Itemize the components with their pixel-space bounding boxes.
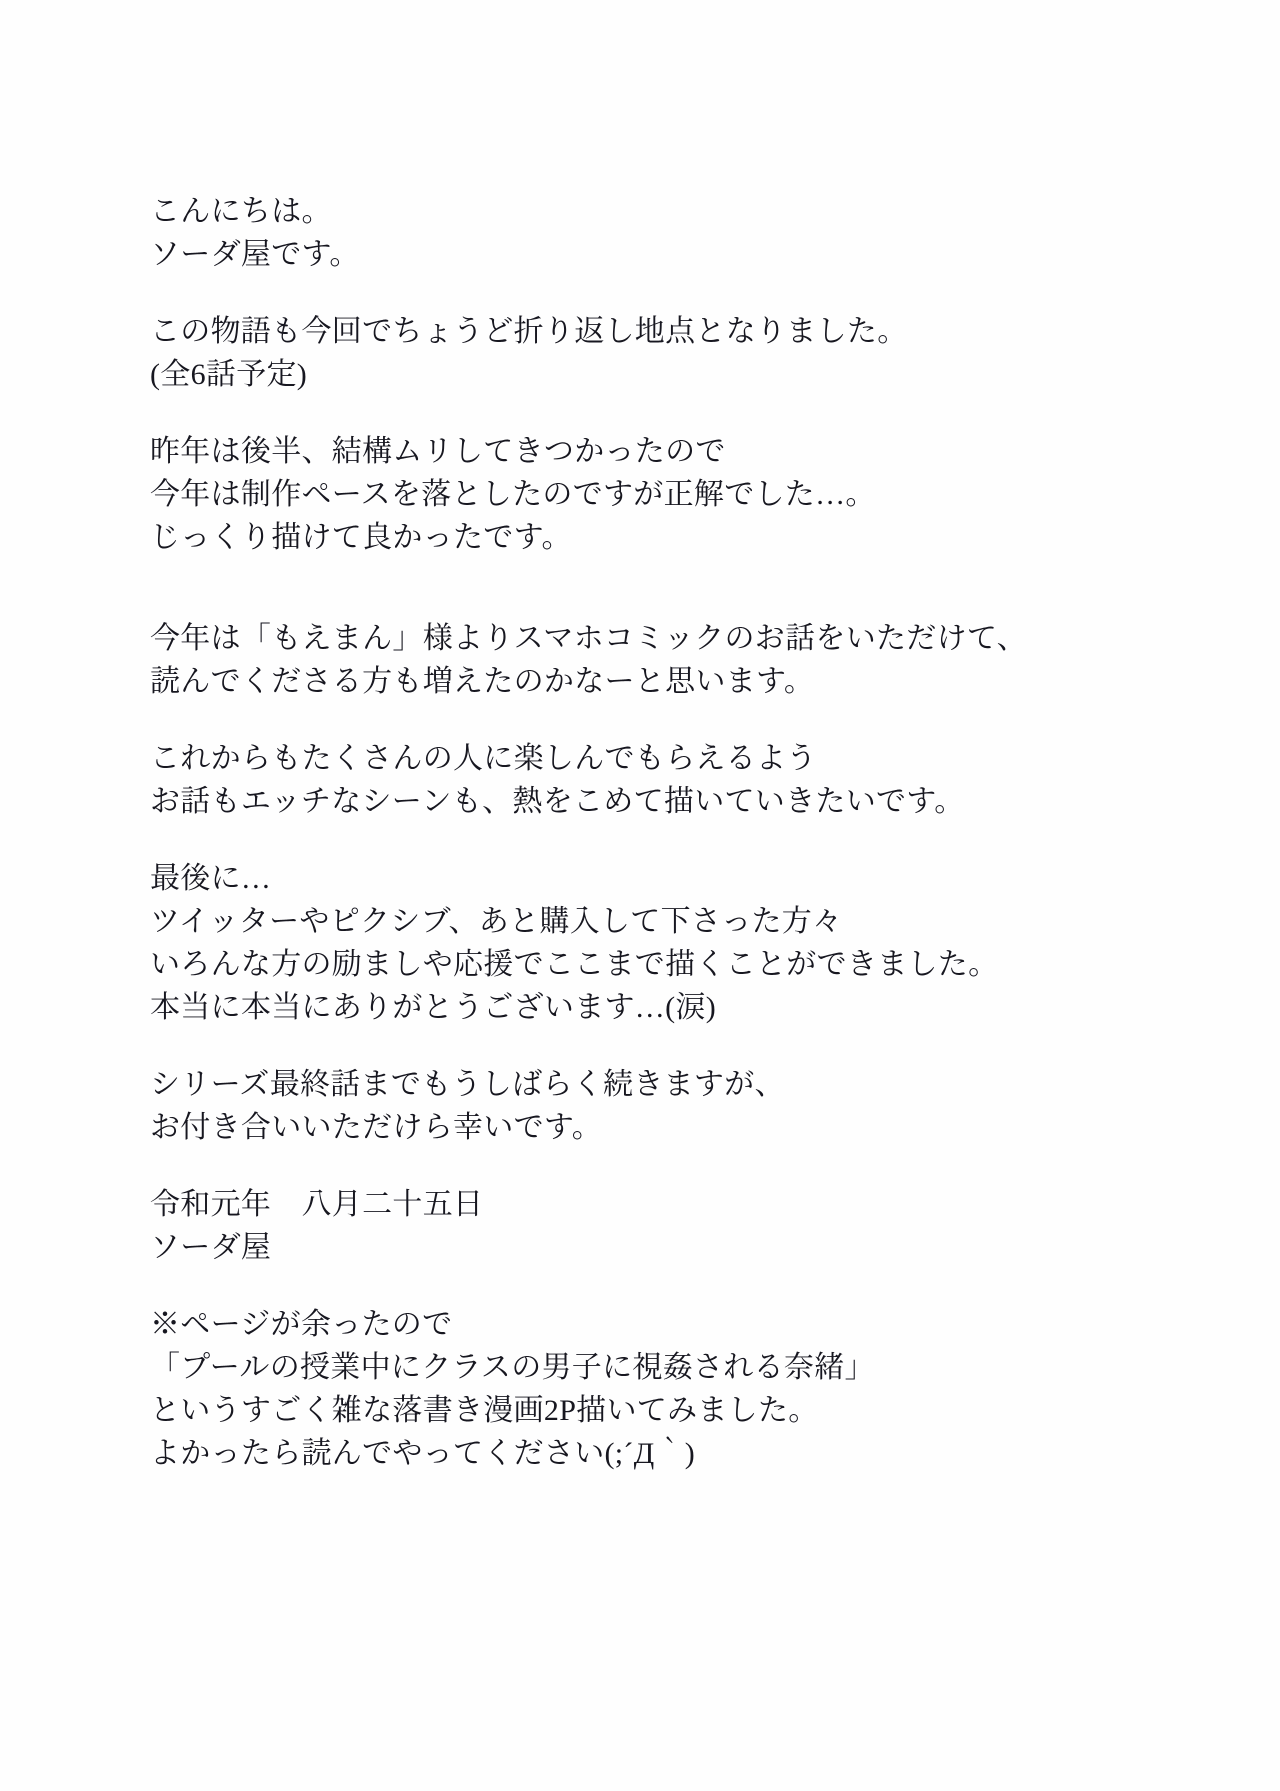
text-line: じっくり描けて良かったです。: [150, 521, 572, 554]
paragraph-future-note: [150, 737, 1150, 823]
text-line: お話もエッチなシーンも、熱をこめて描いていきたいです。: [150, 785, 965, 818]
paragraph-pace-note: [150, 430, 1150, 559]
text-line: シリーズ最終話までもうしばらく続きますが、: [150, 1068, 785, 1101]
paragraph-halfway-note: [150, 310, 1150, 396]
text-line: いろんな方の励ましや応援でここまで描くことができました。: [150, 948, 999, 981]
paragraph-signature: [150, 1183, 1150, 1269]
text-line: 今年は制作ペースを落としたのですが正解でした…。: [150, 478, 876, 511]
text-line: こんにちは。: [150, 195, 332, 228]
signature-author: ソーダ屋: [150, 1231, 272, 1264]
text-line: 昨年は後半、結構ムリしてきつかったので: [150, 435, 726, 468]
paragraph-moeman-note: [150, 617, 1150, 703]
text-line: 「プールの授業中にクラスの男子に視姦される奈緒」: [150, 1351, 875, 1384]
paragraph-series-note: [150, 1063, 1150, 1149]
afterword-text-block: [150, 190, 1150, 1475]
paragraph-extra-note: [150, 1303, 1150, 1475]
text-line: ※ページが余ったので: [150, 1308, 453, 1341]
text-line: 本当に本当にありがとうございます…(涙): [150, 991, 716, 1024]
text-line: 読んでくださる方も増えたのかなーと思います。: [150, 665, 815, 698]
signature-date: 令和元年 八月二十五日: [150, 1188, 484, 1221]
text-line: ソーダ屋です。: [150, 238, 360, 271]
paragraph-thanks-note: [150, 857, 1150, 1029]
text-line: (全6話予定): [150, 358, 308, 391]
text-line: これからもたくさんの人に楽しんでもらえるよう: [150, 742, 817, 775]
text-line: お付き合いいただけら幸いです。: [150, 1111, 603, 1144]
paragraph-greeting: [150, 190, 1150, 276]
text-line: 最後に…: [150, 862, 272, 895]
text-line: というすごく雑な落書き漫画2P描いてみました。: [150, 1394, 819, 1427]
text-line: 今年は「もえまん」様よりスマホコミックのお話をいただけて、: [150, 622, 1027, 655]
text-line: ツイッターやピクシブ、あと購入して下さった方々: [150, 905, 843, 938]
text-line: よかったら読んでやってください(;´Д｀): [150, 1437, 696, 1470]
text-line: この物語も今回でちょうど折り返し地点となりました。: [150, 315, 908, 348]
